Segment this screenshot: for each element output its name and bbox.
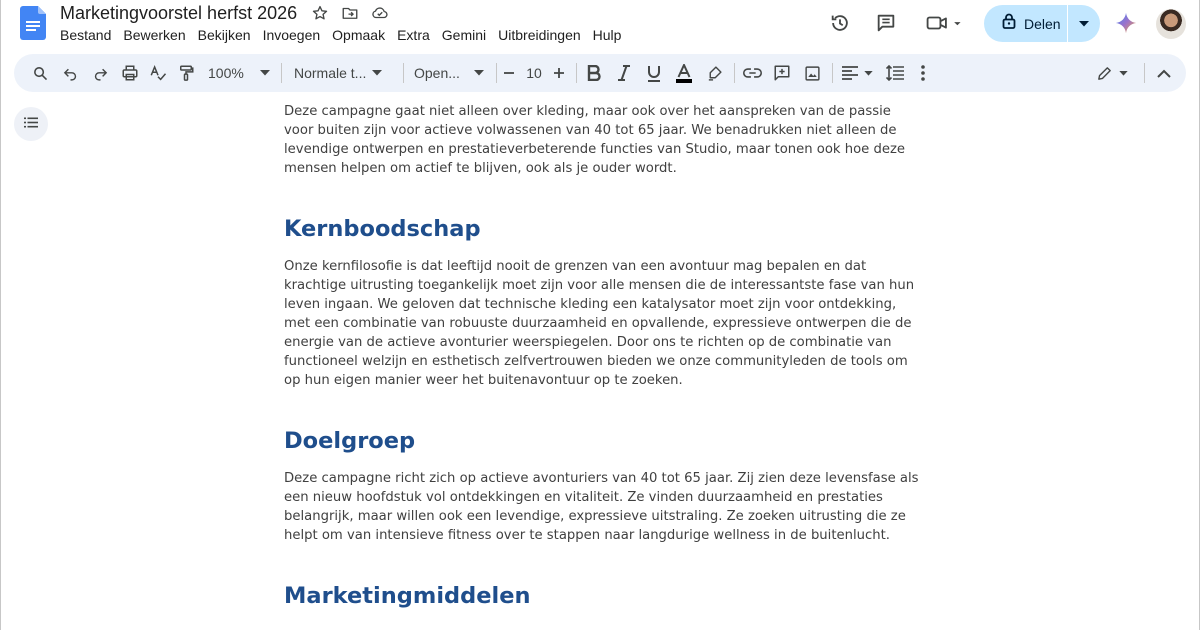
line-spacing-icon[interactable] (884, 61, 906, 85)
move-folder-icon[interactable] (339, 2, 361, 24)
divider (496, 63, 497, 83)
document-outline-button[interactable] (14, 107, 48, 141)
heading-doelgroep: Doelgroep (284, 428, 416, 454)
highlight-icon[interactable] (704, 61, 724, 85)
menu-hulp[interactable]: Hulp (592, 27, 622, 43)
share-button[interactable] (984, 5, 1100, 42)
chevron-down-icon (474, 70, 484, 76)
menu-uitbreidingen[interactable]: Uitbreidingen (498, 27, 581, 43)
style-select[interactable] (294, 61, 382, 85)
divider (281, 63, 282, 83)
heading-marketingmiddelen: Marketingmiddelen (284, 583, 531, 609)
editing-mode-icon[interactable] (1094, 61, 1130, 85)
chevron-down-icon (864, 71, 873, 76)
document-title[interactable]: Marketingvoorstel herfst 2026 (60, 2, 298, 23)
meet-icon[interactable] (924, 11, 966, 35)
add-comment-icon[interactable] (772, 61, 792, 85)
paragraph-intro: Deze campagne gaat niet alleen over kleding, maar ook over het aanspreken van de passie voor buiten zijn voor actieve volwassenen van 40 tot 65 jaar. We benadrukken niet alleen de levendige ontwerpen en prestatieverbeterende functies van Studio, maar tonen ook hoe deze mensen helpen om actief te blijven, ook als je ouder wordt. (284, 104, 905, 176)
redo-icon[interactable] (90, 61, 110, 85)
share-label: Delen (1024, 15, 1061, 32)
divider (734, 63, 735, 83)
menu-bar (54, 26, 627, 46)
share-dropdown-icon[interactable] (1068, 21, 1099, 27)
heading-kernboodschap: Kernboodschap (284, 216, 481, 242)
cloud-saved-icon[interactable] (369, 2, 391, 24)
share-main[interactable] (984, 5, 1068, 42)
divider (832, 63, 833, 83)
undo-icon[interactable] (60, 61, 80, 85)
chevron-down-icon (1119, 71, 1128, 76)
title-row (60, 2, 391, 24)
gemini-icon[interactable] (1114, 11, 1138, 35)
search-menus-icon[interactable] (30, 61, 50, 85)
paint-format-icon[interactable] (176, 61, 196, 85)
menu-opmaak[interactable]: Opmaak (332, 27, 386, 43)
menu-extra[interactable]: Extra (397, 27, 430, 43)
insert-link-icon[interactable] (742, 61, 762, 85)
star-icon[interactable] (309, 2, 331, 24)
spellcheck-icon[interactable] (148, 61, 168, 85)
menu-bewerken[interactable]: Bewerken (123, 27, 186, 43)
menu-bekijken[interactable]: Bekijken (197, 27, 251, 43)
menu-invoegen[interactable]: Invoegen (262, 27, 321, 43)
font-value: Open... (414, 65, 460, 81)
underline-icon[interactable] (644, 61, 664, 85)
docs-logo-icon[interactable] (20, 6, 46, 40)
document-body[interactable] (284, 102, 924, 611)
font-size-value: 10 (526, 65, 542, 81)
app-header (0, 0, 1200, 52)
hide-menus-icon[interactable] (1154, 61, 1174, 85)
divider (1144, 63, 1145, 83)
paragraph-doelgroep: Deze campagne richt zich op actieve avonturiers van 40 tot 65 jaar. Zij zien deze levensfase als een nieuw hoofdstuk vol ontdekkingen en vitaliteit. Ze vinden duurzaamheid en prestaties belangrijk, maar willen ook een levendige, expressieve uitstraling. Ze zoeken uitrusting die ze helpt om van intensieve fitness over te stappen naar langdurige wellness in de buitenlucht. (284, 471, 919, 543)
bold-icon[interactable] (584, 61, 604, 85)
formatting-toolbar (14, 54, 1186, 92)
decrease-font-size-icon[interactable] (502, 61, 516, 85)
divider (576, 63, 577, 83)
lock-icon (1002, 13, 1016, 34)
increase-font-size-icon[interactable] (552, 61, 566, 85)
comment-icon[interactable] (874, 11, 898, 35)
menu-gemini[interactable]: Gemini (441, 27, 487, 43)
font-size-input[interactable] (520, 61, 548, 85)
italic-icon[interactable] (614, 61, 634, 85)
zoom-select[interactable] (208, 61, 270, 85)
text-color-icon[interactable] (674, 61, 694, 85)
more-options-icon[interactable] (916, 61, 930, 85)
font-select[interactable] (414, 61, 484, 85)
paragraph-kernboodschap: Onze kernfilosofie is dat leeftijd nooit de grenzen van een avontuur mag bepalen en dat krachtige uitrusting toegankelijk moet zijn voor alle mensen die de interessantste fase van hun leven ingaan. We geloven dat technische kleding een katalysator moet zijn voor ontdekking, met een combinatie van robuuste duurzaamheid en opvallende, expressieve ontwerpen die de energie van de actieve avonturier weerspiegelen. Door ons te richten op de combinatie van functioneel welzijn en esthetisch zelfvertrouwen bieden we onze communityleden de tools om op hun eigen manier weer het buitenavontuur op te zoeken. (284, 259, 915, 388)
print-icon[interactable] (120, 61, 140, 85)
history-icon[interactable] (828, 11, 852, 35)
divider (403, 63, 404, 83)
avatar[interactable] (1156, 9, 1186, 39)
chevron-down-icon (372, 70, 382, 76)
align-select[interactable] (840, 61, 874, 85)
zoom-value: 100% (208, 65, 244, 81)
chevron-down-icon (260, 70, 270, 76)
style-value: Normale t... (294, 65, 367, 81)
menu-bestand[interactable]: Bestand (60, 27, 112, 43)
outline-list-icon (24, 115, 38, 133)
insert-image-icon[interactable] (802, 61, 822, 85)
